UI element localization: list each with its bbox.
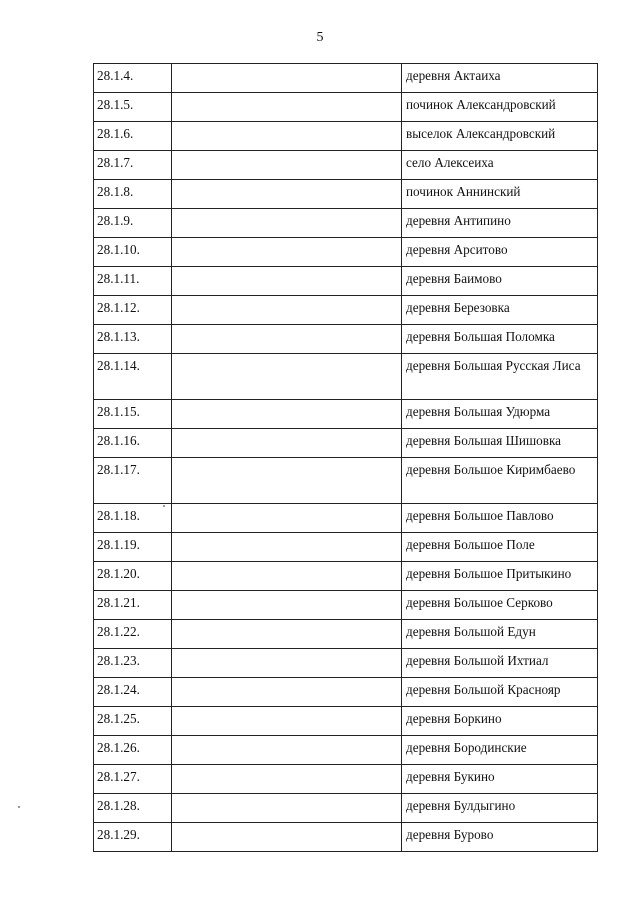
row-number-cell: 28.1.26. [94,736,172,765]
table-row [94,823,598,852]
row-number-cell: 28.1.24. [94,678,172,707]
settlement-cell: деревня Бурово [402,823,598,852]
empty-cell [172,707,402,736]
page-number: 5 [316,30,324,45]
table-row [94,267,598,296]
row-number-cell: 28.1.14. [94,354,172,400]
row-number-cell: 28.1.10. [94,238,172,267]
row-number-cell: 28.1.21. [94,591,172,620]
settlement-cell: деревня Арситово [402,238,598,267]
settlement-cell: деревня Большая Русская Лиса [402,354,598,400]
row-number-cell: 28.1.16. [94,429,172,458]
table-row [94,794,598,823]
row-number-cell: 28.1.22. [94,620,172,649]
empty-cell [172,765,402,794]
empty-cell [172,400,402,429]
scan-speck [163,505,165,507]
empty-cell [172,620,402,649]
table-row [94,707,598,736]
settlement-cell: деревня Большое Серково [402,591,598,620]
table-row [94,209,598,238]
settlement-cell: выселок Александровский [402,122,598,151]
row-number-cell: 28.1.27. [94,765,172,794]
row-number-cell: 28.1.29. [94,823,172,852]
table-row [94,649,598,678]
row-number-cell: 28.1.20. [94,562,172,591]
empty-cell [172,238,402,267]
empty-cell [172,794,402,823]
table-row [94,151,598,180]
empty-cell [172,180,402,209]
empty-cell [172,296,402,325]
table-row [94,736,598,765]
row-number-cell: 28.1.28. [94,794,172,823]
table-row [94,765,598,794]
row-number-cell: 28.1.19. [94,533,172,562]
empty-cell [172,591,402,620]
empty-cell [172,429,402,458]
settlement-cell: деревня Большое Киримбаево [402,458,598,504]
row-number-cell: 28.1.12. [94,296,172,325]
empty-cell [172,93,402,122]
row-number-cell: 28.1.4. [94,64,172,93]
row-number-cell: 28.1.17. [94,458,172,504]
empty-cell [172,823,402,852]
empty-cell [172,533,402,562]
table-row [94,504,598,533]
table-row [94,533,598,562]
table-row [94,122,598,151]
table-row [94,64,598,93]
settlement-cell: починок Аннинский [402,180,598,209]
empty-cell [172,209,402,238]
table-body [94,64,598,852]
row-number-cell: 28.1.18. [94,504,172,533]
empty-cell [172,267,402,296]
empty-cell [172,151,402,180]
table-row [94,354,598,400]
row-number-cell: 28.1.7. [94,151,172,180]
row-number-cell: 28.1.8. [94,180,172,209]
settlement-cell: деревня Большая Удюрма [402,400,598,429]
row-number-cell: 28.1.13. [94,325,172,354]
table-row [94,93,598,122]
table-row [94,620,598,649]
settlement-cell: деревня Большой Едун [402,620,598,649]
scan-speck [18,806,20,808]
settlement-cell: деревня Антипино [402,209,598,238]
empty-cell [172,736,402,765]
empty-cell [172,678,402,707]
table-row [94,325,598,354]
empty-cell [172,504,402,533]
settlement-cell: деревня Бородинские [402,736,598,765]
empty-cell [172,649,402,678]
settlement-cell: деревня Большая Шишовка [402,429,598,458]
row-number-cell: 28.1.9. [94,209,172,238]
table-row [94,458,598,504]
row-number-cell: 28.1.25. [94,707,172,736]
table-row [94,562,598,591]
settlement-cell: деревня Букино [402,765,598,794]
settlement-cell: село Алексеиха [402,151,598,180]
table-row [94,296,598,325]
empty-cell [172,458,402,504]
settlement-cell: деревня Большой Краснояр [402,678,598,707]
row-number-cell: 28.1.23. [94,649,172,678]
settlement-cell: деревня Актаиха [402,64,598,93]
table-row [94,180,598,209]
table-row [94,238,598,267]
settlement-cell: деревня Баимово [402,267,598,296]
empty-cell [172,64,402,93]
settlement-cell: деревня Большое Притыкино [402,562,598,591]
settlement-cell: деревня Булдыгино [402,794,598,823]
table-row [94,429,598,458]
settlement-cell: деревня Большое Поле [402,533,598,562]
empty-cell [172,122,402,151]
settlement-cell: деревня Березовка [402,296,598,325]
row-number-cell: 28.1.15. [94,400,172,429]
settlement-cell: деревня Большое Павлово [402,504,598,533]
table-row [94,400,598,429]
empty-cell [172,325,402,354]
settlement-cell: деревня Большой Ихтиал [402,649,598,678]
empty-cell [172,562,402,591]
row-number-cell: 28.1.5. [94,93,172,122]
row-number-cell: 28.1.6. [94,122,172,151]
settlement-cell: починок Александровский [402,93,598,122]
settlements-table [93,63,598,852]
empty-cell [172,354,402,400]
settlement-cell: деревня Большая Поломка [402,325,598,354]
table-row [94,678,598,707]
settlement-cell: деревня Боркино [402,707,598,736]
row-number-cell: 28.1.11. [94,267,172,296]
table-row [94,591,598,620]
